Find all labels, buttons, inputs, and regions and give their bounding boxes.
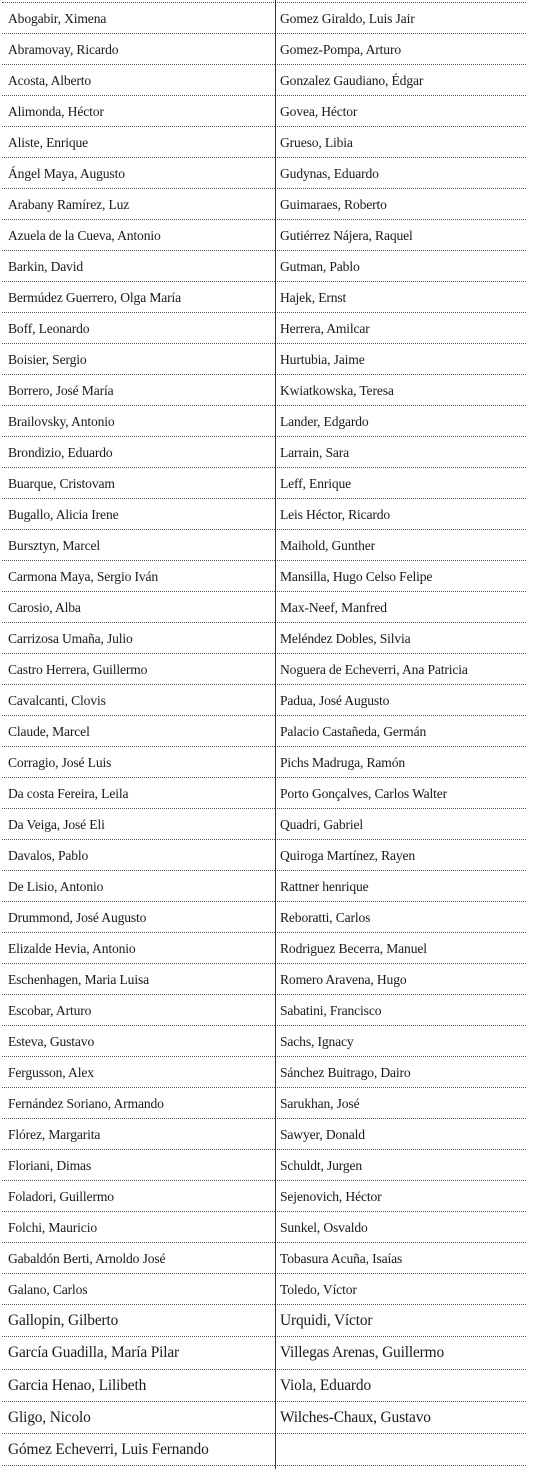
name-cell-right: Larrain, Sara (275, 437, 526, 468)
name-cell-left: Borrero, José María (2, 375, 275, 406)
name-cell-right: Meléndez Dobles, Silvia (275, 623, 526, 654)
name-cell-right: Schuldt, Jurgen (275, 1150, 526, 1181)
name-cell-left: Esteva, Gustavo (2, 1026, 275, 1057)
table-row (2, 375, 526, 406)
name-cell-left: Buarque, Cristovam (2, 468, 275, 499)
name-cell-left: Abramovay, Ricardo (2, 34, 275, 65)
name-cell-left: Carmona Maya, Sergio Iván (2, 561, 275, 592)
table-row (2, 592, 526, 623)
name-cell-left: Bugallo, Alicia Irene (2, 499, 275, 530)
name-cell-right: Urquidi, Víctor (275, 1305, 526, 1337)
name-cell-right: Sarukhan, José (275, 1088, 526, 1119)
name-cell-right: Sejenovich, Héctor (275, 1181, 526, 1212)
table-row (2, 654, 526, 685)
name-cell-right: Gomez-Pompa, Arturo (275, 34, 526, 65)
name-cell-right: Toledo, Víctor (275, 1274, 526, 1305)
table-row (2, 840, 526, 871)
table-row (2, 902, 526, 933)
table-row (2, 1119, 526, 1150)
name-cell-right: Gudynas, Eduardo (275, 158, 526, 189)
name-cell-left: Corragio, José Luis (2, 747, 275, 778)
table-row (2, 437, 526, 468)
name-cell-right: Noguera de Echeverri, Ana Patricia (275, 654, 526, 685)
name-cell-right: Govea, Héctor (275, 96, 526, 127)
name-cell-right: Sawyer, Donald (275, 1119, 526, 1150)
name-cell-right: Gutiérrez Nájera, Raquel (275, 220, 526, 251)
name-cell-right: Wilches-Chaux, Gustavo (275, 1401, 526, 1433)
table-row (2, 871, 526, 902)
table-row (2, 3, 526, 34)
names-table-body (2, 3, 526, 1466)
name-cell-left: Foladori, Guillermo (2, 1181, 275, 1212)
table-row (2, 499, 526, 530)
name-cell-left: Garcia Henao, Lilibeth (2, 1369, 275, 1401)
table-row (2, 1150, 526, 1181)
name-cell-left: Drummond, José Augusto (2, 902, 275, 933)
name-cell-right: Villegas Arenas, Guillermo (275, 1337, 526, 1369)
table-row (2, 313, 526, 344)
name-cell-right: Pichs Madruga, Ramón (275, 747, 526, 778)
table-row (2, 623, 526, 654)
name-cell-right: Sachs, Ignacy (275, 1026, 526, 1057)
table-row (2, 1337, 526, 1369)
table-row (2, 1212, 526, 1243)
name-cell-left: Elizalde Hevia, Antonio (2, 933, 275, 964)
name-cell-left: Bursztyn, Marcel (2, 530, 275, 561)
name-cell-right: Quiroga Martínez, Rayen (275, 840, 526, 871)
table-row (2, 1243, 526, 1274)
name-cell-right: Sunkel, Osvaldo (275, 1212, 526, 1243)
table-row (2, 716, 526, 747)
name-cell-right: Mansilla, Hugo Celso Felipe (275, 561, 526, 592)
name-cell-left: Eschenhagen, Maria Luisa (2, 964, 275, 995)
table-row (2, 685, 526, 716)
name-cell-right: Sabatini, Francisco (275, 995, 526, 1026)
name-cell-right (275, 1434, 526, 1466)
name-cell-left: Arabany Ramírez, Luz (2, 189, 275, 220)
names-table (2, 3, 526, 1466)
name-cell-left: Galano, Carlos (2, 1274, 275, 1305)
name-cell-left: Bermúdez Guerrero, Olga María (2, 282, 275, 313)
name-cell-left: Acosta, Alberto (2, 65, 275, 96)
name-cell-left: Boisier, Sergio (2, 344, 275, 375)
name-cell-right: Rodriguez Becerra, Manuel (275, 933, 526, 964)
table-row (2, 468, 526, 499)
name-cell-left: Boff, Leonardo (2, 313, 275, 344)
table-row (2, 1057, 526, 1088)
name-cell-right: Quadri, Gabriel (275, 809, 526, 840)
name-cell-left: Fernández Soriano, Armando (2, 1088, 275, 1119)
name-cell-left: Ángel Maya, Augusto (2, 158, 275, 189)
name-cell-left: Folchi, Mauricio (2, 1212, 275, 1243)
table-row (2, 933, 526, 964)
name-cell-left: Escobar, Arturo (2, 995, 275, 1026)
name-cell-right: Porto Gonçalves, Carlos Walter (275, 778, 526, 809)
name-cell-left: Gómez Echeverri, Luis Fernando (2, 1434, 275, 1466)
table-row (2, 96, 526, 127)
name-cell-right: Romero Aravena, Hugo (275, 964, 526, 995)
name-cell-left: Da Veiga, José Eli (2, 809, 275, 840)
column-divider (275, 0, 276, 1469)
name-cell-left: Floriani, Dimas (2, 1150, 275, 1181)
name-cell-right: Max-Neef, Manfred (275, 592, 526, 623)
table-row (2, 127, 526, 158)
table-row (2, 1088, 526, 1119)
name-cell-right: Guimaraes, Roberto (275, 189, 526, 220)
name-cell-left: Da costa Fereira, Leila (2, 778, 275, 809)
name-cell-left: Aliste, Enrique (2, 127, 275, 158)
name-cell-left: Gallopin, Gilberto (2, 1305, 275, 1337)
name-cell-left: Brailovsky, Antonio (2, 406, 275, 437)
name-cell-left: Azuela de la Cueva, Antonio (2, 220, 275, 251)
name-cell-left: Claude, Marcel (2, 716, 275, 747)
table-row (2, 809, 526, 840)
table-row (2, 406, 526, 437)
name-cell-left: Barkin, David (2, 251, 275, 282)
table-row (2, 1274, 526, 1305)
table-row (2, 158, 526, 189)
name-cell-left: Abogabir, Ximena (2, 3, 275, 34)
table-row (2, 282, 526, 313)
name-cell-left: Gligo, Nicolo (2, 1401, 275, 1433)
name-cell-right: Herrera, Amilcar (275, 313, 526, 344)
table-row (2, 220, 526, 251)
name-cell-left: De Lisio, Antonio (2, 871, 275, 902)
name-cell-right: Gutman, Pablo (275, 251, 526, 282)
name-cell-right: Gomez Giraldo, Luis Jair (275, 3, 526, 34)
name-cell-left: García Guadilla, María Pilar (2, 1337, 275, 1369)
name-cell-left: Carrizosa Umaña, Julio (2, 623, 275, 654)
name-cell-right: Grueso, Libia (275, 127, 526, 158)
name-cell-left: Alimonda, Héctor (2, 96, 275, 127)
name-cell-right: Hajek, Ernst (275, 282, 526, 313)
name-cell-right: Reboratti, Carlos (275, 902, 526, 933)
name-cell-left: Gabaldón Berti, Arnoldo José (2, 1243, 275, 1274)
table-row (2, 1369, 526, 1401)
table-row (2, 344, 526, 375)
table-row (2, 1026, 526, 1057)
table-row (2, 189, 526, 220)
table-row (2, 65, 526, 96)
table-row (2, 34, 526, 65)
table-row (2, 995, 526, 1026)
name-cell-right: Gonzalez Gaudiano, Édgar (275, 65, 526, 96)
name-cell-left: Castro Herrera, Guillermo (2, 654, 275, 685)
table-row (2, 251, 526, 282)
name-cell-left: Cavalcanti, Clovis (2, 685, 275, 716)
name-cell-right: Hurtubia, Jaime (275, 344, 526, 375)
name-cell-right: Tobasura Acuña, Isaías (275, 1243, 526, 1274)
table-row (2, 1434, 526, 1466)
name-cell-right: Lander, Edgardo (275, 406, 526, 437)
name-cell-right: Leff, Enrique (275, 468, 526, 499)
table-row (2, 1305, 526, 1337)
name-cell-left: Flórez, Margarita (2, 1119, 275, 1150)
name-cell-right: Viola, Eduardo (275, 1369, 526, 1401)
name-cell-right: Padua, José Augusto (275, 685, 526, 716)
table-row (2, 530, 526, 561)
table-row (2, 747, 526, 778)
name-cell-left: Davalos, Pablo (2, 840, 275, 871)
name-cell-right: Maihold, Gunther (275, 530, 526, 561)
table-row (2, 964, 526, 995)
name-cell-right: Rattner henrique (275, 871, 526, 902)
name-cell-right: Kwiatkowska, Teresa (275, 375, 526, 406)
name-cell-left: Fergusson, Alex (2, 1057, 275, 1088)
table-row (2, 561, 526, 592)
table-row (2, 1181, 526, 1212)
name-cell-right: Palacio Castañeda, Germán (275, 716, 526, 747)
name-cell-left: Carosio, Alba (2, 592, 275, 623)
table-row (2, 778, 526, 809)
name-cell-right: Sánchez Buitrago, Dairo (275, 1057, 526, 1088)
name-cell-left: Brondizio, Eduardo (2, 437, 275, 468)
name-cell-right: Leis Héctor, Ricardo (275, 499, 526, 530)
table-row (2, 1401, 526, 1433)
